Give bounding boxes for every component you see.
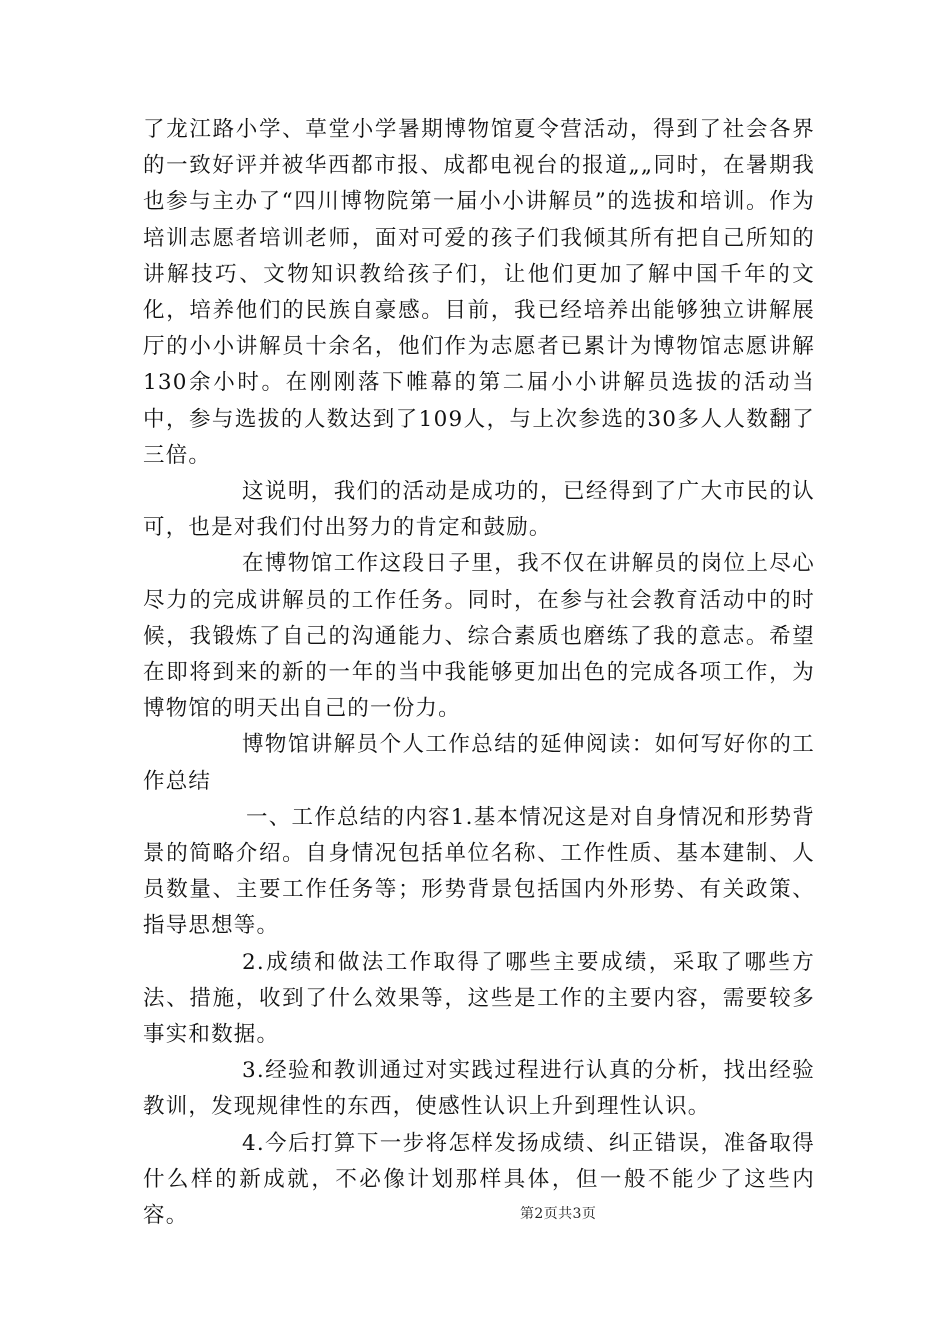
paragraph-extended-reading-title: 博物馆讲解员个人工作总结的延伸阅读：如何写好你的工作总结 [143, 732, 815, 794]
paragraph-activities: 了龙江路小学、草堂小学暑期博物馆夏令营活动，得到了社会各界的一致好评并被华西都市报、成都电视台的报道„„同时，在暑期我也参与主办了“四川博物院第一届小小讲解员”的选拔和培训。作为培训志愿者培训老师，面对可爱的孩子们我倾其所有把自己所知的讲解技巧、文物知识教给孩子们，让他们更加了解中国千年的文化，培养他们的民族自豪感。目前，我已经培养出能够独立讲解展厅的小小讲解员十余名，他们作为志愿者已累计为博物馆志愿讲解130余小时。在刚刚落下帷幕的第二届小小讲解员选拔的活动当中，参与选拔的人数达到了109人，与上次参选的30多人人数翻了三倍。 [143, 117, 815, 468]
document-body [143, 112, 815, 1234]
paragraph-item-four: 4.今后打算下一步将怎样发扬成绩、纠正错误，准备取得什么样的新成就，不必像计划那样具体，但一般不能少了这些内容。 [143, 1130, 815, 1229]
paragraph-item-three: 3.经验和教训通过对实践过程进行认真的分析，找出经验教训，发现规律性的东西，使感性认识上升到理性认识。 [143, 1058, 815, 1120]
paragraph-success: 这说明，我们的活动是成功的，已经得到了广大市民的认可，也是对我们付出努力的肯定和鼓励。 [143, 479, 815, 541]
page-number-footer: 第2页共3页 [520, 1206, 597, 1222]
paragraph-item-two: 2.成绩和做法工作取得了哪些主要成绩，采取了哪些方法、措施，收到了什么效果等，这些是工作的主要内容，需要较多事实和数据。 [143, 949, 815, 1048]
paragraph-section-one: 一、工作总结的内容1.基本情况这是对自身情况和形势背景的简略介绍。自身情况包括单位名称、工作性质、基本建制、人员数量、主要工作任务等；形势背景包括国内外形势、有关政策、指导思想等。 [143, 804, 815, 939]
paragraph-reflection: 在博物馆工作这段日子里，我不仅在讲解员的岗位上尽心尽力的完成讲解员的工作任务。同时，在参与社会教育活动中的时候，我锻炼了自己的沟通能力、综合素质也磨练了我的意志。希望在即将到来的新的一年的当中我能够更加出色的完成各项工作，为博物馆的明天出自己的一份力。 [143, 551, 815, 722]
